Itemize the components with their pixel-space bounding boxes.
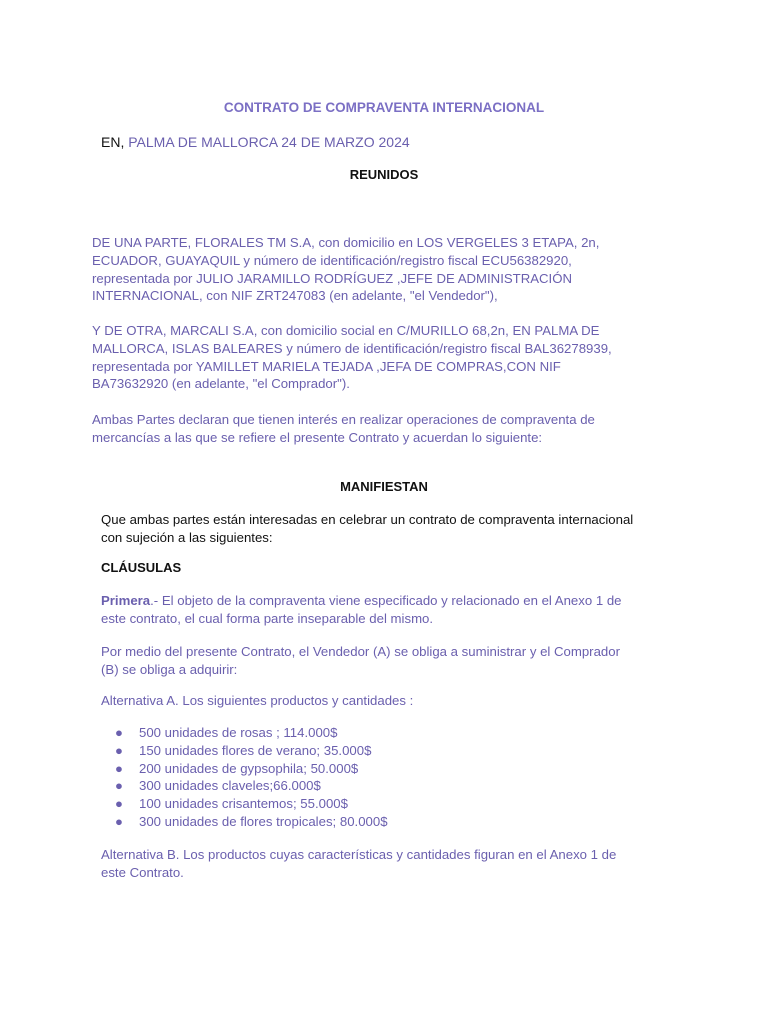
paragraph-line: este Contrato.: [101, 864, 184, 880]
bullet-icon: ●: [115, 760, 123, 776]
paragraph-line: INTERNACIONAL, con NIF ZRT247083 (en adelante, "el Vendedor"),: [92, 288, 498, 304]
paragraph-line: ECUADOR, GUAYAQUIL y número de identificación/registro fiscal ECU56382920,: [92, 252, 572, 268]
paragraph-line: [101, 592, 674, 610]
manifiestan-paragraph: [101, 511, 674, 547]
bullet-icon: ●: [115, 796, 123, 812]
product-text: 150 unidades flores de verano; 35.000$: [139, 742, 372, 758]
paragraph-line: con sujeción a las siguientes:: [101, 529, 273, 545]
bullet-icon: ●: [115, 778, 123, 794]
product-text: 500 unidades de rosas ; 114.000$: [139, 725, 338, 740]
bullet-icon: ●: [115, 742, 123, 758]
list-item: [101, 760, 388, 778]
list-item: [101, 813, 388, 831]
paragraph-line: (B) se obliga a adquirir:: [101, 661, 238, 677]
paragraph-line: representada por YAMILLET MARIELA TEJADA ,JEFA DE COMPRAS,CON NIF: [92, 358, 561, 374]
primera-text: .- El objeto de la compraventa viene especificado y relacionado en el Anexo 1 de: [150, 593, 622, 608]
obligation-paragraph: [101, 643, 674, 679]
reunidos-heading: REUNIDOS: [349, 167, 419, 182]
product-text: 200 unidades de gypsophila; 50.000$: [139, 760, 359, 776]
primera-clause: [101, 592, 674, 628]
paragraph-line: Ambas Partes declaran que tienen interés en realizar operaciones de compraventa de: [92, 412, 595, 427]
place-date-line: [101, 134, 410, 150]
list-item: [101, 742, 388, 760]
clausulas-heading: CLÁUSULAS: [101, 560, 182, 575]
list-item: [101, 724, 388, 742]
product-list: [101, 724, 388, 831]
paragraph-line: BA73632920 (en adelante, "el Comprador").: [92, 376, 350, 392]
product-text: 300 unidades claveles;66.000$: [139, 778, 321, 794]
primera-label: Primera: [101, 593, 151, 608]
document-title: CONTRATO DE COMPRAVENTA INTERNACIONAL: [223, 100, 545, 115]
paragraph-line: representada por JULIO JARAMILLO RODRÍGUEZ ,JEFE DE ADMINISTRACIÓN: [92, 270, 572, 286]
paragraph-line: este contrato, el cual forma parte inseparable del mismo.: [101, 610, 434, 626]
bullet-icon: ●: [115, 813, 123, 829]
paragraph-line: Alternativa B. Los productos cuyas características y cantidades figuran en el Anexo 1 de: [101, 847, 617, 862]
product-text: 100 unidades crisantemos; 55.000$: [139, 796, 348, 812]
paragraph-line: Por medio del presente Contrato, el Vendedor (A) se obliga a suministrar y el Comprador: [101, 644, 620, 659]
paragraph-line: Y DE OTRA, MARCALI S.A, con domicilio social en C/MURILLO 68,2n, EN PALMA DE: [92, 323, 600, 338]
place-lead: EN,: [101, 134, 129, 150]
paragraph-line: MALLORCA, ISLAS BALEARES y número de identificación/registro fiscal BAL36278939,: [92, 340, 612, 356]
product-text: 300 unidades de flores tropicales; 80.000$: [139, 813, 388, 829]
paragraph-line: mercancías a las que se refiere el presente Contrato y acuerdan lo siguiente:: [92, 429, 543, 445]
party-two-paragraph: [92, 322, 672, 393]
manifiestan-heading: MANIFIESTAN: [340, 479, 428, 494]
declaration-paragraph: [92, 411, 672, 447]
alternativa-b-paragraph: [101, 846, 674, 882]
bullet-icon: ●: [115, 725, 123, 740]
place-date: PALMA DE MALLORCA 24 DE MARZO 2024: [128, 134, 410, 150]
list-item: [101, 777, 388, 795]
paragraph-line: DE UNA PARTE, FLORALES TM S.A, con domicilio en LOS VERGELES 3 ETAPA, 2n,: [92, 235, 600, 250]
party-one-paragraph: [92, 234, 672, 305]
alternativa-a: Alternativa A. Los siguientes productos y cantidades :: [101, 693, 414, 708]
list-item: [101, 795, 388, 813]
paragraph-line: Que ambas partes están interesadas en celebrar un contrato de compraventa internacional: [101, 512, 634, 527]
